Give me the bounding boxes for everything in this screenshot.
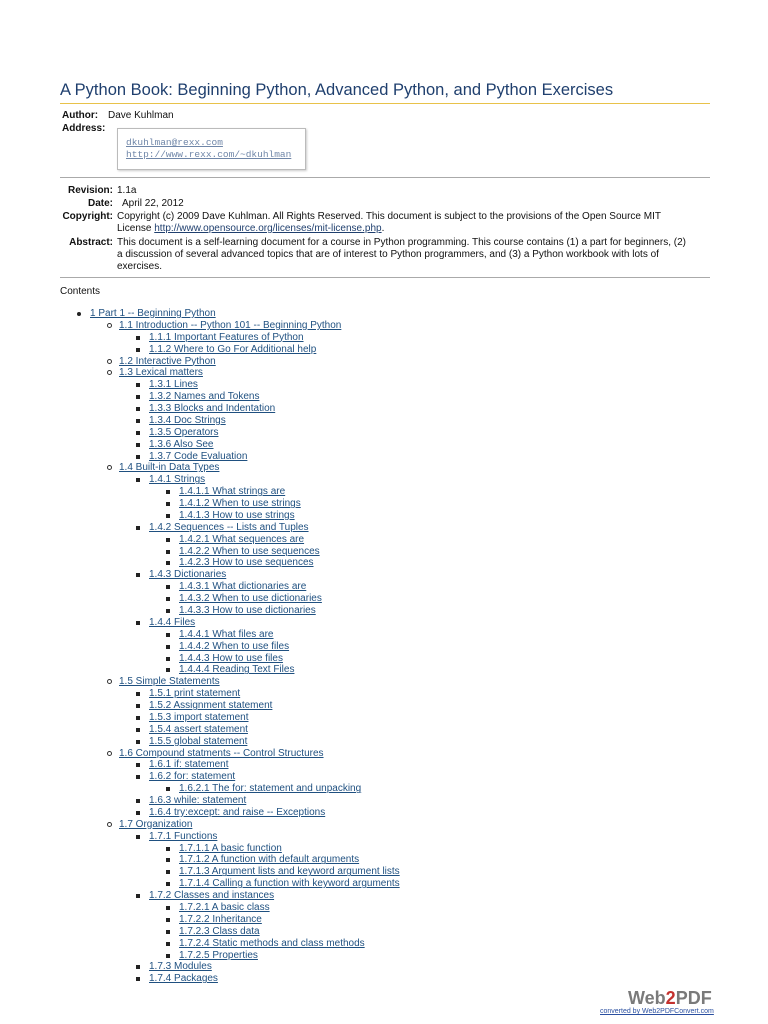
toc-link[interactable]: 1.6.2 for: statement (149, 771, 236, 783)
toc-link[interactable]: 1.6.3 while: statement (149, 795, 247, 807)
toc-link[interactable]: 1.4.3 Dictionaries (149, 569, 227, 581)
bullet-icon (136, 740, 140, 744)
toc-entry[interactable] (179, 854, 359, 865)
toc-link[interactable]: 1.7.3 Modules (149, 961, 212, 973)
toc-entry[interactable] (179, 629, 274, 640)
toc-link[interactable]: 1.7.1.3 Argument lists and keyword argument lists (179, 866, 400, 878)
converted-by-link[interactable]: converted by Web2PDFConvert.com (600, 1008, 714, 1015)
toc-entry[interactable] (179, 866, 400, 877)
toc-link[interactable]: 1.4.3.2 When to use dictionaries (179, 593, 322, 605)
toc-entry[interactable] (119, 462, 219, 473)
toc-entry[interactable] (149, 569, 226, 580)
toc-entry[interactable] (149, 617, 195, 628)
homepage-link[interactable]: http://www.rexx.com/~dkuhlman (126, 149, 292, 160)
toc-link[interactable]: 1.6 Compound statments -- Control Structures (119, 747, 324, 759)
toc-entry[interactable] (179, 593, 322, 604)
toc-link[interactable]: 1.3 Lexical matters (119, 367, 203, 379)
document-title: A Python Book: Beginning Python, Advanced Python, and Python Exercises (60, 81, 710, 104)
toc-link[interactable]: 1.7.2 Classes and instances (149, 890, 275, 902)
bullet-icon (136, 775, 140, 779)
toc-link[interactable]: 1.4 Built-in Data Types (119, 462, 220, 474)
toc-entry[interactable] (119, 748, 324, 759)
copyright-text (117, 211, 717, 235)
toc-entry[interactable] (119, 356, 216, 367)
toc-link[interactable]: 1.1.1 Important Features of Python (149, 331, 304, 343)
toc-entry[interactable] (149, 522, 309, 533)
toc-link[interactable]: 1.3.6 Also See (149, 438, 214, 450)
toc-link[interactable]: 1.3.1 Lines (149, 379, 198, 391)
bullet-icon (166, 538, 170, 542)
bullet-icon (136, 431, 140, 435)
bullet-icon (136, 977, 140, 981)
toc-link[interactable]: 1.4.1.2 When to use strings (179, 498, 301, 510)
toc-link[interactable]: 1.7 Organization (119, 818, 193, 830)
toc-entry[interactable] (149, 831, 217, 842)
toc-link[interactable]: 1.3.3 Blocks and Indentation (149, 403, 276, 415)
toc-entry[interactable] (149, 700, 272, 711)
toc-entry[interactable] (149, 688, 240, 699)
toc-entry[interactable] (149, 427, 218, 438)
toc-link[interactable]: 1.5.1 print statement (149, 688, 241, 700)
bullet-icon (136, 383, 140, 387)
logo-pdf: PDF (675, 988, 712, 1008)
divider (60, 277, 710, 278)
toc-entry[interactable] (179, 664, 294, 675)
author-value: Dave Kuhlman (108, 110, 174, 121)
bullet-icon (107, 465, 112, 470)
toc-link[interactable]: 1.7.2.4 Static methods and class methods (179, 937, 365, 949)
toc-entry[interactable] (149, 379, 198, 390)
bullet-icon (166, 668, 170, 672)
abstract-line: a discussion of several advanced topics that are of interest to Python programmers, and (3) a Python workbook with lots of (117, 249, 659, 260)
bullet-icon (166, 906, 170, 910)
bullet-icon (166, 870, 170, 874)
toc-entry[interactable] (179, 783, 361, 794)
toc-entry[interactable] (149, 415, 226, 426)
toc-link[interactable]: 1.3.7 Code Evaluation (149, 450, 248, 462)
toc-entry[interactable] (149, 344, 316, 355)
toc-entry[interactable] (149, 890, 274, 901)
address-label: Address: (62, 123, 106, 134)
bullet-icon (166, 502, 170, 506)
toc-link[interactable]: 1.6.1 if: statement (149, 759, 229, 771)
copyright-line: Copyright (c) 2009 Dave Kuhlman. All Rights Reserved. This document is subject to the provisions of the Open Source MIT (117, 211, 661, 222)
toc-link[interactable]: 1.7.1.2 A function with default arguments (179, 854, 360, 866)
toc-link[interactable]: 1.4.1 Strings (149, 474, 206, 486)
toc-link[interactable]: 1.4.4.4 Reading Text Files (179, 664, 295, 676)
bullet-icon (166, 918, 170, 922)
toc-entry[interactable] (149, 451, 247, 462)
bullet-icon (107, 323, 112, 328)
bullet-icon (136, 704, 140, 708)
bullet-icon (77, 312, 81, 316)
toc-entry[interactable] (119, 320, 341, 331)
toc-entry[interactable] (119, 676, 220, 687)
toc-link[interactable]: 1.4.1.1 What strings are (179, 486, 286, 498)
toc-link[interactable]: 1.5.5 global statement (149, 735, 248, 747)
toc-entry[interactable] (149, 439, 214, 450)
bullet-icon (136, 407, 140, 411)
toc-entry[interactable] (179, 653, 283, 664)
bullet-icon (166, 514, 170, 518)
toc-entry[interactable] (179, 534, 304, 545)
bullet-icon (136, 716, 140, 720)
bullet-icon (136, 894, 140, 898)
bullet-icon (136, 336, 140, 340)
toc-entry[interactable] (179, 843, 282, 854)
bullet-icon (136, 621, 140, 625)
toc-link[interactable]: 1.7.2.1 A basic class (179, 902, 270, 913)
bullet-icon (136, 395, 140, 399)
date-value: April 22, 2012 (122, 198, 184, 209)
toc-link[interactable]: 1.6.4 try:except: and raise -- Exceptions (149, 806, 326, 818)
toc-entry[interactable] (149, 736, 247, 747)
toc-link[interactable]: 1.6.2.1 The for: statement and unpacking (179, 783, 362, 795)
bullet-icon (136, 455, 140, 459)
toc-link[interactable]: 1.4.3.1 What dictionaries are (179, 581, 307, 593)
bullet-icon (166, 858, 170, 862)
bullet-icon (136, 526, 140, 530)
bullet-icon (136, 443, 140, 447)
toc-entry[interactable] (149, 403, 275, 414)
bullet-icon (166, 847, 170, 851)
bullet-icon (136, 835, 140, 839)
toc-entry[interactable] (149, 961, 212, 972)
toc-entry[interactable] (149, 807, 325, 818)
toc-entry[interactable] (179, 605, 316, 616)
bullet-icon (136, 478, 140, 482)
date-label: Date: (87, 198, 113, 209)
bullet-icon (107, 679, 112, 684)
divider (60, 177, 710, 178)
toc-entry[interactable] (149, 795, 246, 806)
bullet-icon (136, 763, 140, 767)
toc-link[interactable]: 1.7.1.4 Calling a function with keyword arguments (179, 878, 400, 890)
abstract-label: Abstract: (69, 237, 113, 248)
bullet-icon (166, 882, 170, 886)
toc-entry[interactable] (149, 712, 249, 723)
contents-heading: Contents (60, 286, 101, 297)
toc-entry[interactable] (119, 367, 203, 378)
bullet-icon (166, 490, 170, 494)
bullet-icon (107, 359, 112, 364)
toc-link[interactable]: 1.3.2 Names and Tokens (149, 391, 260, 403)
toc-link[interactable]: 1.7.2.3 Class data (179, 925, 260, 937)
bullet-icon (166, 633, 170, 637)
toc-link[interactable]: 1.4.2.1 What sequences are (179, 533, 305, 545)
toc-entry[interactable] (90, 308, 216, 319)
bullet-icon (166, 561, 170, 565)
toc-link[interactable]: 1.7.1 Functions (149, 830, 218, 842)
bullet-icon (166, 787, 170, 791)
bullet-icon (136, 419, 140, 423)
bullet-icon (166, 597, 170, 601)
bullet-icon (136, 573, 140, 577)
toc-entry[interactable] (179, 938, 365, 949)
toc-link[interactable]: 1.4.1.3 How to use strings (179, 509, 295, 521)
toc-link[interactable]: 1.7.2.2 Inheritance (179, 913, 262, 925)
toc-link[interactable]: 1.7.1.1 A basic function (179, 842, 282, 854)
toc-link[interactable]: 1.4.4 Files (149, 616, 196, 628)
toc-entry[interactable] (179, 557, 314, 568)
bullet-icon (136, 728, 140, 732)
toc-entry[interactable] (179, 546, 320, 557)
author-label: Author: (62, 110, 99, 121)
toc-link[interactable]: 1.3.5 Operators (149, 426, 219, 438)
toc-link[interactable]: 1.2 Interactive Python (119, 355, 216, 367)
toc-link[interactable]: 1.4.4.2 When to use files (179, 640, 290, 652)
abstract-line: exercises. (117, 261, 163, 272)
abstract-line: This document is a self-learning document for a course in Python programming. This course contains (1) a part for beginners, (2) (117, 237, 686, 248)
logo-web: Web (628, 988, 666, 1008)
toc-link[interactable]: 1.4.4.3 How to use files (179, 652, 283, 664)
web2pdf-logo (628, 988, 712, 1009)
bullet-icon (166, 942, 170, 946)
toc-link[interactable]: 1.5.4 assert statement (149, 723, 248, 735)
toc-link[interactable]: 1.7.2.5 Properties (179, 949, 258, 961)
toc-entry[interactable] (179, 950, 258, 961)
toc-entry[interactable] (149, 771, 235, 782)
toc-entry[interactable] (179, 581, 306, 592)
toc-entry[interactable] (179, 510, 295, 521)
abstract-text (117, 237, 717, 273)
bullet-icon (166, 609, 170, 613)
toc-entry[interactable] (149, 474, 205, 485)
toc-link[interactable]: 1.5.2 Assignment statement (149, 700, 273, 712)
toc-link[interactable]: 1.5 Simple Statements (119, 676, 220, 688)
email-link[interactable]: dkuhlman@rexx.com (126, 137, 223, 148)
copyright-label: Copyright: (62, 211, 113, 222)
toc-entry[interactable] (179, 926, 260, 937)
toc-entry[interactable] (149, 973, 218, 984)
bullet-icon (136, 799, 140, 803)
bullet-icon (166, 645, 170, 649)
license-line (117, 223, 717, 235)
toc-entry[interactable] (179, 498, 301, 509)
bullet-icon (166, 954, 170, 958)
bullet-icon (166, 930, 170, 934)
toc-entry[interactable] (149, 759, 229, 770)
license-tail: . (381, 223, 385, 234)
bullet-icon (166, 585, 170, 589)
toc-entry[interactable] (149, 391, 259, 402)
toc-entry[interactable] (179, 902, 270, 913)
toc-entry[interactable] (179, 914, 262, 925)
toc-link[interactable]: 1.1 Introduction -- Python 101 -- Beginning Python (119, 319, 342, 331)
bullet-icon (136, 692, 140, 696)
revision-value: 1.1a (117, 185, 137, 196)
mit-license-link[interactable]: http://www.opensource.org/licenses/mit-license.php (154, 223, 382, 234)
bullet-icon (136, 811, 140, 815)
toc-link[interactable]: 1.4.4.1 What files are (179, 628, 274, 640)
bullet-icon (136, 348, 140, 352)
revision-label: Revision: (67, 185, 113, 196)
address-box (117, 128, 306, 170)
bullet-icon (107, 751, 112, 756)
toc-link[interactable]: 1 Part 1 -- Beginning Python (90, 308, 216, 319)
bullet-icon (107, 822, 112, 827)
toc-link[interactable]: 1.1.2 Where to Go For Additional help (149, 343, 317, 355)
toc-entry[interactable] (149, 724, 248, 735)
bullet-icon (166, 657, 170, 661)
toc-entry[interactable] (179, 878, 400, 889)
bullet-icon (136, 965, 140, 969)
toc-link[interactable]: 1.4.2 Sequences -- Lists and Tuples (149, 521, 309, 533)
toc-entry[interactable] (179, 486, 285, 497)
toc-entry[interactable] (179, 641, 289, 652)
toc-link[interactable]: 1.7.4 Packages (149, 973, 218, 985)
toc-link[interactable]: 1.4.2.2 When to use sequences (179, 545, 320, 557)
toc-entry[interactable] (149, 332, 304, 343)
toc-link[interactable]: 1.5.3 import statement (149, 711, 249, 723)
license-prefix: License (117, 223, 155, 234)
toc-link[interactable]: 1.4.3.3 How to use dictionaries (179, 605, 316, 616)
toc-link[interactable]: 1.3.4 Doc Strings (149, 414, 226, 426)
toc-link[interactable]: 1.4.2.3 How to use sequences (179, 557, 314, 569)
logo-two: 2 (665, 988, 676, 1008)
bullet-icon (166, 550, 170, 554)
bullet-icon (107, 370, 112, 375)
toc-entry[interactable] (119, 819, 192, 830)
